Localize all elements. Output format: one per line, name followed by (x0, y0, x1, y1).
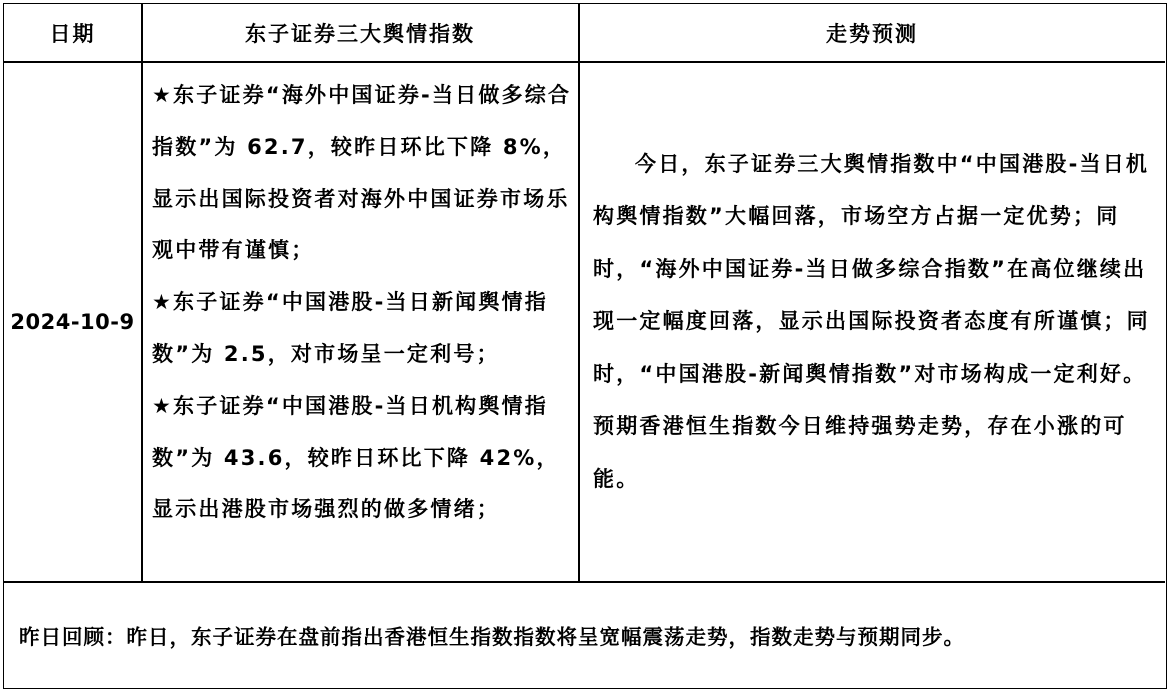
forecast-table (3, 3, 1167, 689)
header-date: 日期 (49, 21, 96, 46)
forecast-text: 今日，东子证券三大舆情指数中“中国港股-当日机构舆情指数”大幅回落，市场空方占据一定优势；同时，“海外中国证券-当日做多综合指数”在高位继续出现一定幅度回落，显示出国际投资者态度有所谨慎；同时，“中国港股-新闻舆情指数”对市场构成一定利好。预期香港恒生指数今日维持强势走势，存在小涨的可能。 (593, 151, 1150, 491)
review-text: 昨日回顾：昨日，东子证券在盘前指出香港恒生指数指数将呈宽幅震荡走势，指数走势与预期同步。 (19, 624, 965, 649)
row-date: 2024-10-9 (10, 309, 135, 334)
index-item-news: ★东子证券“中国港股-当日新闻舆情指数”为 2.5，对市场呈一定利号； (152, 290, 548, 366)
index-item-institution: ★东子证券“中国港股-当日机构舆情指数”为 43.6，较昨日环比下降 42%，显示出港股市场强烈的做多情绪； (152, 393, 560, 522)
header-forecast: 走势预测 (826, 21, 918, 46)
header-index: 东子证券三大舆情指数 (245, 21, 475, 46)
forecast-cell (579, 62, 1165, 581)
index-item-overseas: ★东子证券“海外中国证券-当日做多综合指数”为 62.7，较昨日环比下降 8%，显示出国际投资者对海外中国证券市场乐观中带有谨慎； (152, 83, 572, 263)
index-cell (142, 62, 578, 581)
